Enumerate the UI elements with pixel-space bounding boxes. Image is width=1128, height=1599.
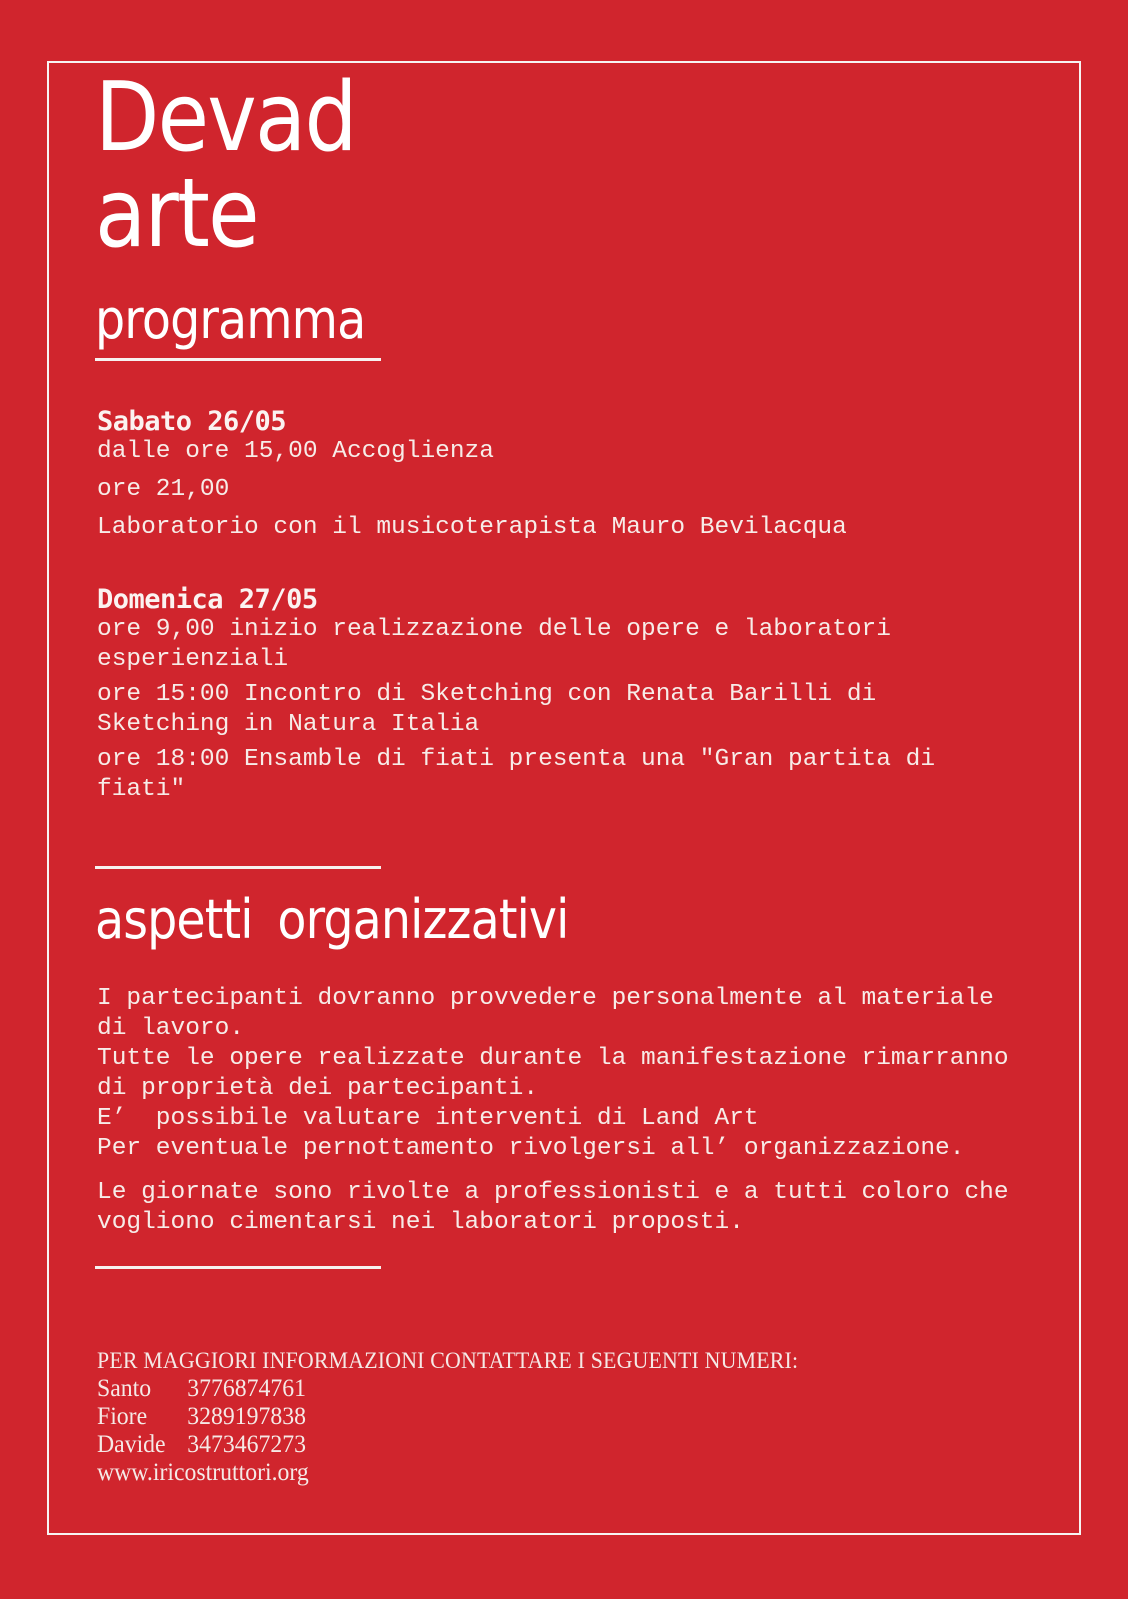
organizational-notes xyxy=(97,984,1022,1238)
contact-name: Davide xyxy=(97,1431,166,1458)
contact-row xyxy=(97,1431,798,1459)
website-url: www.iricostruttori.org xyxy=(97,1459,309,1486)
contact-row xyxy=(97,1375,798,1403)
note-paragraph: Le giornate sono rivolte a professionisti e a tutti coloro che vogliono cimentarsi nei laboratori proposti. xyxy=(97,1179,1024,1236)
title-line-1: Devad xyxy=(95,63,356,173)
schedule-item: dalle ore 15,00 Accoglienza xyxy=(97,438,494,465)
schedule-item: Laboratorio con il musicoterapista Mauro Bevilacqua xyxy=(97,514,847,541)
schedule-item: ore 18:00 Ensamble di fiati presenta una ″Gran partita di fiati″ xyxy=(97,746,950,803)
contacts-heading: PER MAGGIORI INFORMAZIONI CONTATTARE I SEGUENTI NUMERI: xyxy=(97,1348,799,1373)
divider-line xyxy=(95,358,381,361)
contacts-block xyxy=(97,1347,798,1487)
day-header: Domenica 27/05 xyxy=(97,584,318,615)
contact-phone: 3289197838 xyxy=(187,1403,306,1430)
schedule-item: ore 21,00 xyxy=(97,476,230,503)
divider-line xyxy=(95,1266,381,1269)
note-paragraph: Tutte le opere realizzate durante la manifestazione rimarranno di proprietà dei partecipanti. xyxy=(97,1045,1024,1102)
section-heading-aspetti: aspetti organizzativi xyxy=(95,888,569,951)
note-paragraph: I partecipanti dovranno provvedere personalmente al materiale di lavoro. xyxy=(97,985,1009,1042)
program-schedule xyxy=(97,407,1022,805)
note-paragraph: Per eventuale pernottamento rivolgersi all’ organizzazione. xyxy=(97,1135,965,1162)
schedule-item: ore 15:00 Incontro di Sketching con Renata Barilli di Sketching in Natura Italia xyxy=(97,681,891,738)
section-heading-programma: programma xyxy=(95,288,366,351)
contact-name: Fiore xyxy=(97,1403,148,1430)
contact-name: Santo xyxy=(97,1375,152,1402)
poster-title xyxy=(95,63,391,269)
contact-row xyxy=(97,1403,798,1431)
schedule-item: ore 9,00 inizio realizzazione delle opere e laboratori esperienziali xyxy=(97,616,906,673)
contact-phone: 3473467273 xyxy=(187,1431,306,1458)
contact-phone: 3776874761 xyxy=(187,1375,306,1402)
note-paragraph: E’ possibile valutare interventi di Land Art xyxy=(97,1105,759,1132)
divider-line xyxy=(95,866,381,869)
title-line-2: arte xyxy=(95,159,258,269)
day-header: Sabato 26/05 xyxy=(97,406,287,437)
